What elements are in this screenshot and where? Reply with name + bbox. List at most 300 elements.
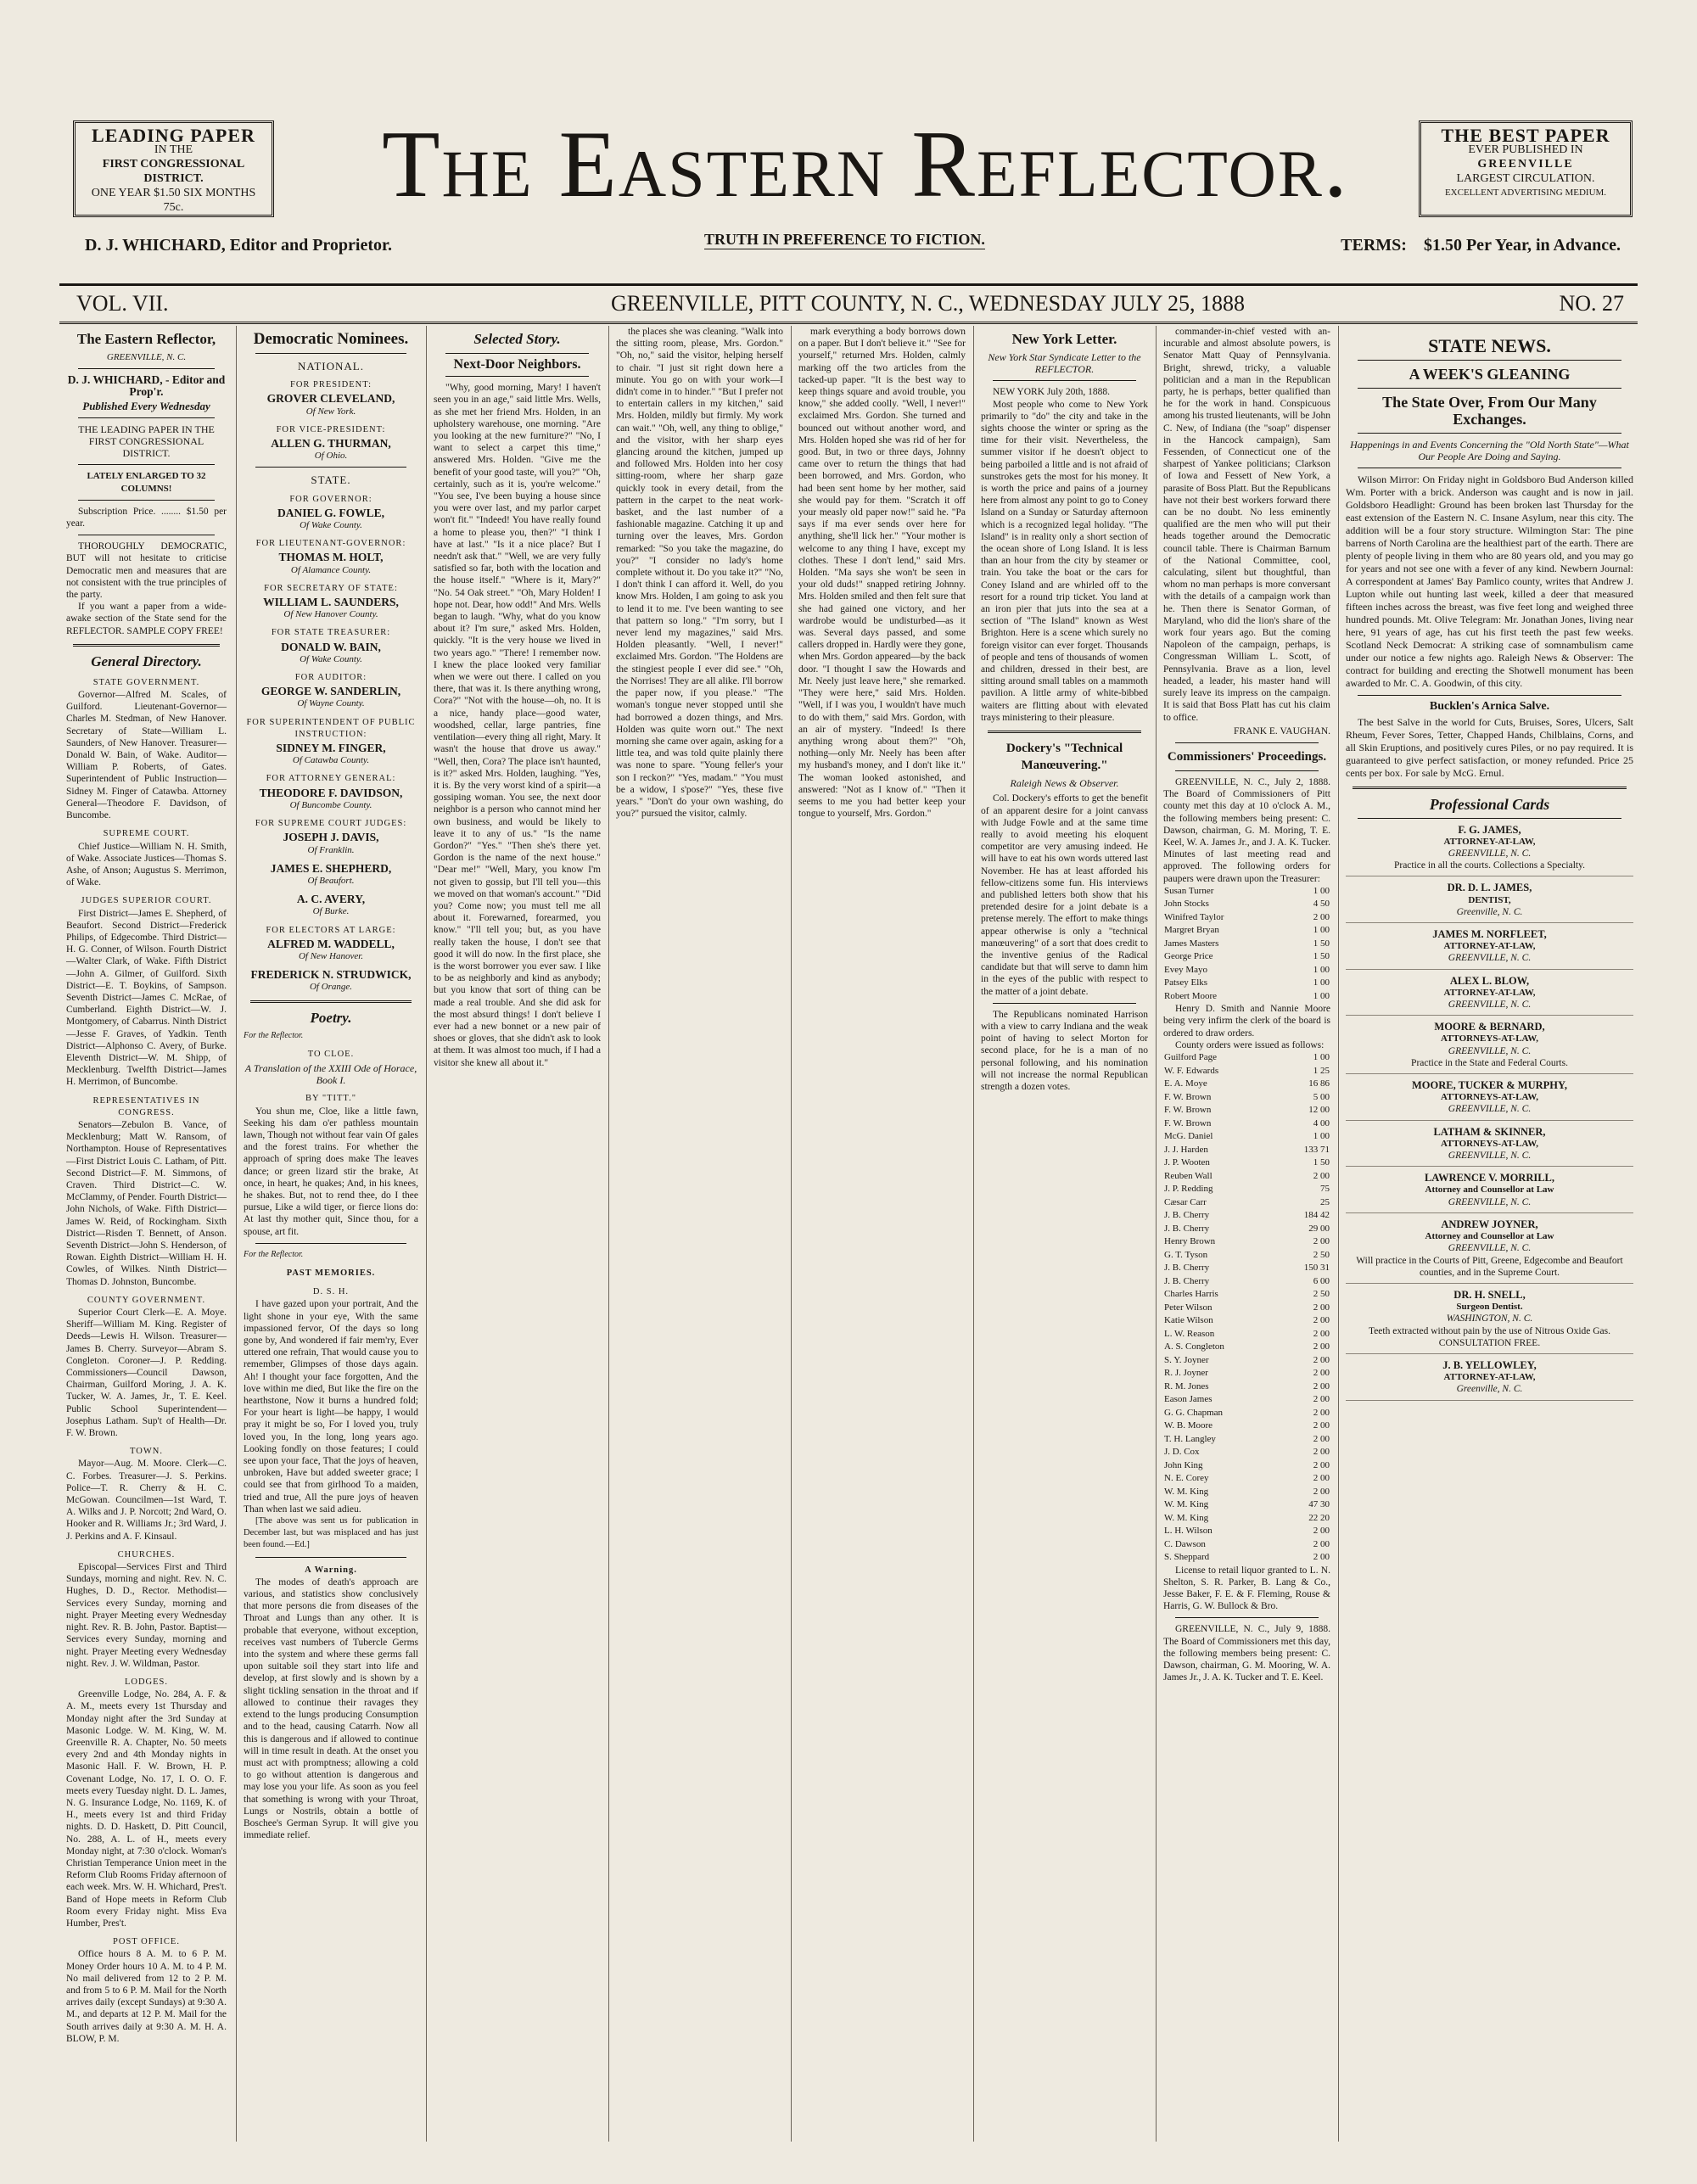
payee-amount: 2 00: [1313, 1328, 1330, 1339]
col1-superior: JUDGES SUPERIOR COURT.: [81, 896, 212, 906]
payee-name: J. B. Cherry: [1164, 1223, 1210, 1234]
masthead: [59, 109, 1638, 304]
table-row: [1163, 1486, 1330, 1499]
col1-post-text: Office hours 8 A. M. to 6 P. M. Money Order hours 10 A. M. to 4 P. M. No mail delivered from 12 to 2 P. M. and from 5 to 6 P. M. Mail for the North arrives daily (except Sundays) at 9:30 A. M., and departs at 12 P. M. Mail for the South arrives daily at 9:30 A. M. H. A. BLOW, P. M.: [66, 1949, 227, 2044]
payee-name: N. E. Corey: [1164, 1473, 1209, 1484]
dateline: GREENVILLE, PITT COUNTY, N. C., WEDNESDAY JULY 25, 1888: [611, 291, 1246, 316]
nominee-name: GROVER CLEVELAND,: [266, 392, 395, 406]
table-row: [1163, 1051, 1330, 1065]
payee-name: Cæsar Carr: [1164, 1196, 1207, 1207]
column-3: [426, 326, 608, 2142]
col4-story: the places she was cleaning. "Walk into the sitting room, please, Mrs. Gordon." "Oh, no," said the visitor, helping herself to chair. "I just sit right down here a minute. You go on with your work—I didn't come in to hinder." "But I prefer not to entertain callers in my kitchen," said Mrs. Holden, mildly but firmly. My work can wait." "Oh, well, any thing to oblige," and the visitor, with her sharp eyes glancing around the kitchen, jumped up and followed Mrs. Holden into her cosy sitting-room, where her sharp gaze quickly took in every detail, from the pattern in the carpet to the neat work-basket, and the last number of a fashionable magazine. Catching it up and turning over the leaves, Mrs. Gordon remarked: "So you take the magazine, do you?" "I consider no lady's home complete without it. Do you take it?" "No, I don't think I can afford it. Well, do you know Mrs. Holden, I am going to ask you to lend it to me. I've been wanting to see that pattern so long." "I'm sorry, but I never lend my magazines," said Mrs. Holden pleasantly. "Well, I never!" exclaimed Mrs. Gordon. "The Holdens are the stingiest people I ever did see." "Oh, the Norrises! They are all alike. I'll borrow the paper now, if you please." "The woman's tongue never stopped until she had borrowed a dozen things, and Mrs. Holden was quite worn out." The next morning she came over again, asking for a little tea, and was told quite plainly there was none to spare. "Young feller's your son I reckon?" "Yes, madam." "You must be a widow, I s'pose?" "Yes, these five years." "Don't do your own washing, do you?" pursued the visitor, calmly.: [616, 327, 783, 820]
col6-date: NEW YORK July 20th, 1888.: [993, 387, 1110, 398]
payee-name: J. J. Harden: [1164, 1144, 1208, 1155]
col1-county: COUNTY GOVERNMENT.: [87, 1295, 206, 1305]
table-row: [1163, 885, 1330, 899]
payee-amount: 5 00: [1313, 1091, 1330, 1102]
payee-amount: 133 71: [1303, 1144, 1330, 1155]
col2-poetry: Poetry.: [310, 1009, 352, 1026]
payee-amount: 29 00: [1308, 1223, 1330, 1234]
payee-amount: 47 30: [1308, 1499, 1330, 1510]
payee-name: E. A. Moye: [1164, 1078, 1207, 1089]
comm-head: Commissioners' Proceedings.: [1167, 749, 1327, 764]
col1-lodges: LODGES.: [124, 1677, 169, 1687]
card-name: F. G. JAMES,: [1458, 823, 1521, 836]
table-row: [1163, 1183, 1330, 1196]
card-place: GREENVILLE, N. C.: [1448, 1243, 1532, 1254]
card-place: WASHINGTON, N. C.: [1446, 1313, 1533, 1324]
comm-intro: GREENVILLE, N. C., July 2, 1888. The Board of Commissioners of Pitt county met this day at 10 o'clock A. M., the following members being present: C. Dawson, chairman, G. M. Moring, T. E. Keel, W. A. James Jr., and J. A. K. Tucker. Minutes of last meeting read and approved. The following orders for paupers were drawn upon the Treasurer:: [1163, 776, 1330, 884]
poem1-for: For the Reflector.: [244, 1030, 304, 1040]
professional-cards: [1346, 824, 1633, 1401]
arnica-head: Bucklen's Arnica Salve.: [1429, 700, 1550, 714]
volume: VOL. VII.: [76, 291, 169, 316]
table-row: [1163, 1091, 1330, 1105]
payee-name: Reuben Wall: [1164, 1170, 1213, 1181]
payee-name: J. B. Cherry: [1164, 1275, 1210, 1286]
table-row: [1163, 1407, 1330, 1420]
table-row: [1163, 911, 1330, 925]
col8-head: STATE NEWS.: [1428, 335, 1551, 356]
payee-amount: 2 00: [1313, 1552, 1330, 1563]
table-row: [1163, 1367, 1330, 1380]
professional-card: [1346, 882, 1633, 923]
professional-card: [1346, 1172, 1633, 1213]
payee-name: W. M. King: [1164, 1486, 1209, 1497]
poem1-by: BY "TITT.": [305, 1094, 356, 1104]
col1-post: POST OFFICE.: [113, 1937, 180, 1947]
card-place: GREENVILLE, N. C.: [1448, 1104, 1532, 1115]
column-4: [608, 326, 790, 2142]
table-row: [1163, 1249, 1330, 1263]
col1-churches: CHURCHES.: [117, 1549, 176, 1560]
professional-card: [1346, 1218, 1633, 1284]
card-place: GREENVILLE, N. C.: [1448, 1045, 1532, 1056]
ear-left: [73, 120, 274, 217]
table-row: [1163, 1065, 1330, 1078]
nominee-name: A. C. AVERY,: [296, 893, 366, 906]
payee-amount: 1 00: [1313, 1052, 1330, 1063]
table-row: [1163, 1472, 1330, 1486]
payee-name: Eason James: [1164, 1394, 1213, 1405]
nominee-name: ALFRED M. WADDELL,: [267, 937, 395, 950]
col1-churches-text: Episcopal—Services First and Third Sundays, morning and night. Rev. N. C. Hughes, D. D., Rector. Methodist—Services every Sunday, morning and night. Prayer Meeting every Wednesday night. Rev. R. B. John, Pastor. Baptist—Services every Sunday, morning and night. Prayer Meeting every Wednesday night. Rev. J. W. Wildman, Pastor.: [66, 1562, 227, 1669]
payee-amount: 2 00: [1313, 1236, 1330, 1247]
card-name: MOORE & BERNARD,: [1434, 1021, 1545, 1033]
ear-left-line1: LEADING PAPER: [92, 125, 255, 146]
nominee-name: FREDERICK N. STRUDWICK,: [250, 968, 412, 982]
payee-amount: 1 50: [1313, 1157, 1330, 1168]
orders-table: [1163, 1051, 1330, 1565]
nominee-name: THOMAS M. HOLT,: [278, 551, 384, 564]
table-row: [1163, 1262, 1330, 1275]
poem2-text: I have gazed upon your portrait, And the light shone in your eye, With the same impassioned fervor, Of the days so long gone by, And wondered if fair mem'ry, Ever uttered one refrain, That would cause you to remember, Glimpses of those days again. Ah! I thought your face forgotten, And the love within me died, But like the fire on the hearthstone, Now it burns a hundred fold; For your heart is light—be happy, I would pray it might be so, For I loved you, truly loved you, In the long, long years ago. Looking fondly on those features; I could see upon your face, That the joys of heaven, unbroken, Have but added sweeter grace; I could see that from girlhood To a maiden, tried and true, All the pure joys of heaven Than when last we said adieu.: [244, 1299, 418, 1515]
card-title: ATTORNEY-AT-LAW,: [1443, 1372, 1536, 1383]
table-row: [1163, 1104, 1330, 1117]
comm-july9: GREENVILLE, N. C., July 9, 1888. The Board of Commissioners met this day, the following members being present: C. Dawson, chairman, G. M. Mooring, W. A. James Jr., J. A. K. Tucker and T. E. Keel.: [1163, 1624, 1330, 1683]
nominee-office: FOR LIEUTENANT-GOVERNOR:: [255, 539, 406, 549]
ear-right-line5: EXCELLENT ADVERTISING MEDIUM.: [1444, 188, 1607, 198]
card-title: ATTORNEYS-AT-LAW,: [1440, 1092, 1539, 1103]
table-row: [1163, 1223, 1330, 1236]
col2-national: NATIONAL.: [298, 360, 364, 372]
payee-amount: 2 00: [1313, 1341, 1330, 1352]
payee-name: Margret Bryan: [1164, 925, 1219, 936]
col1-leading: THE LEADING PAPER IN THE FIRST CONGRESSIONAL DISTRICT.: [78, 423, 215, 460]
col2-head: Democratic Nominees.: [253, 330, 409, 348]
card-note: Will practice in the Courts of Pitt, Greene, Edgecombe and Beaufort counties, and in the Supreme Court.: [1356, 1255, 1623, 1278]
table-row: [1163, 1538, 1330, 1552]
payee-name: F. W. Brown: [1164, 1091, 1212, 1102]
column-7: [1156, 326, 1337, 2142]
payee-name: Patsey Elks: [1164, 977, 1208, 988]
payee-amount: 2 00: [1313, 1407, 1330, 1418]
column-8: [1338, 326, 1640, 2142]
card-name: DR. D. L. JAMES,: [1447, 882, 1532, 894]
professional-card: [1346, 824, 1633, 877]
nominee-county: Of Wake County.: [300, 520, 362, 531]
poem2-for: For the Reflector.: [244, 1249, 304, 1259]
payee-amount: 2 00: [1313, 1486, 1330, 1497]
payee-name: Evey Mayo: [1164, 964, 1208, 975]
ear-right-line2: EVER PUBLISHED IN: [1468, 143, 1583, 156]
card-place: GREENVILLE, N. C.: [1448, 1196, 1532, 1207]
col1-published: Published Every Wednesday: [82, 399, 210, 412]
payee-name: Charles Harris: [1164, 1289, 1218, 1300]
col1-supreme-text: Chief Justice—William N. H. Smith, of Wake. Associate Justices—Thomas S. Ashe, of Anson; Augustus S. Merrimon, of Wake.: [66, 841, 227, 888]
nominee-office: FOR PRESIDENT:: [289, 380, 372, 390]
poem1-title: TO CLOE.: [307, 1049, 355, 1059]
card-title: Attorney and Counsellor at Law: [1425, 1184, 1554, 1196]
nominee-office: FOR ELECTORS AT LARGE:: [266, 925, 396, 935]
card-name: LAWRENCE V. MORRILL,: [1424, 1172, 1555, 1184]
payee-amount: 184 42: [1303, 1210, 1330, 1221]
col7-text: commander-in-chief vested with an- incurable and almost absolute powers, is Senator Matt Quay of Pennsylvania. Bright, shrewd, tricky, a valuable politician and a man in the Republican party, he is perhaps, better qualified than he for the work in hand. Conspicuous among his trusted lieutenants, will be John C. New, of Indiana (the "soap" dispenser in the Hancock campaign), Sam Fessenden, of Connecticut one of the sharpest of Yankee politicians; Clarkson of Iowa and Fessett of New York, a parasite of Boss Platt. But the Republicans have not their best workers forward there can be no doubt. No less eminently qualified are the men who will put their heads together around the Democratic council table. There is Chairman Barnum of the National Committee, cool, calculating, silent but thoughtful, than whom no man perhaps is more conversant with the details of a campaign work than he. Then there is Senator Gorman, of Maryland, who did the lion's share of the work four years ago. But the coming Napoleon of the campaign, perhaps, is Congressman William L. Scott, of Pennsylvania. Brave as a lion, level headed, a leader, his master hand will surely leave its impress on the campaign. It is said that Boss Platt has cut his claim to office.: [1163, 327, 1330, 723]
professional-card: [1346, 975, 1633, 1016]
paupers-table: [1163, 885, 1330, 1004]
nominee-office: FOR SUPERINTENDENT OF PUBLIC INSTRUCTION:: [246, 717, 416, 739]
payee-amount: 1 00: [1313, 885, 1330, 896]
payee-name: R. M. Jones: [1164, 1380, 1209, 1392]
nameplate-title: The Eastern Reflector.: [382, 112, 1349, 217]
poem2-note: [The above was sent us for publication in December last, but was misplaced and has just been found.—Ed.]: [244, 1516, 418, 1550]
nominee-county: Of New Hanover.: [298, 950, 364, 961]
payee-amount: 2 00: [1313, 1354, 1330, 1365]
payee-name: F. W. Brown: [1164, 1117, 1212, 1128]
nominee-county: Of New Hanover County.: [283, 609, 378, 620]
nominee-name: DANIEL G. FOWLE,: [277, 506, 385, 519]
nominee-county: Of Beaufort.: [307, 875, 355, 886]
table-row: [1163, 1354, 1330, 1368]
card-note: Practice in the State and Federal Courts.: [1411, 1057, 1568, 1068]
payee-name: Katie Wilson: [1164, 1315, 1213, 1326]
table-row: [1163, 1380, 1330, 1394]
nominee-county: Of Orange.: [309, 982, 353, 993]
table-row: [1163, 977, 1330, 990]
nominee-county: Of Ohio.: [314, 451, 348, 462]
payee-amount: 2 00: [1313, 1170, 1330, 1181]
payee-name: F. W. Brown: [1164, 1105, 1212, 1116]
nominee-county: Of Catawba County.: [292, 755, 370, 766]
card-name: J. B. YELLOWLEY,: [1442, 1358, 1537, 1371]
payee-amount: 4 50: [1313, 899, 1330, 910]
table-row: [1163, 924, 1330, 938]
col1-supreme: SUPREME COURT.: [103, 829, 190, 839]
payee-name: Henry Brown: [1164, 1236, 1216, 1247]
table-row: [1163, 1525, 1330, 1538]
card-title: ATTORNEY-AT-LAW,: [1443, 836, 1536, 847]
payee-amount: 2 00: [1313, 1433, 1330, 1444]
payee-amount: 16 86: [1308, 1078, 1330, 1089]
card-title: Surgeon Dentist.: [1456, 1302, 1523, 1313]
table-row: [1163, 1551, 1330, 1565]
payee-name: W. M. King: [1164, 1499, 1209, 1510]
card-name: ANDREW JOYNER,: [1441, 1218, 1538, 1230]
dockery-text: Col. Dockery's efforts to get the benefit of an apparent desire for a joint canvass with Judge Fowle and at the same time really to avoid meeting his eloquent competitor are very amusing indeed. He will have to eat his own words uttered last November. He has at least afforded his fellow-citizens some fun. His interviews and published letters both show that his pretended desire for a joint debate is a pretense merely. The effort to make things appear otherwise is only a "technical manœuvering" of a sort that does credit to the inventive genius of the Radical candidate but that will serve to damn him in the eyes of the public with respect to the matter of a joint debate.: [981, 793, 1148, 997]
ear-right-line3: GREENVILLE: [1477, 158, 1574, 171]
col1-state-gov-text: Governor—Alfred M. Scales, of Guilford. Lieutenant-Governor—Charles M. Stedman, of New Hanover. Secretary of State—William L. Saunders, of New Hanover. Treasurer—Donald W. Bain, of Wake. Auditor—William P. Roberts, of Gates. Superintendent of Public Instruction—Sidney M. Finger of Catawba. Attorney General—Theodore F. Davidson, of Buncombe.: [66, 690, 227, 821]
nominee-name: JOSEPH J. DAVIS,: [283, 831, 379, 844]
nominee-name: JAMES E. SHEPHERD,: [270, 861, 392, 875]
payee-amount: 25: [1320, 1196, 1330, 1207]
col1-town: TOWN.: [130, 1447, 163, 1457]
col8-sub3: Happenings in and Events Concerning the "Old North State"—What Our People Are Doing and Saying.: [1350, 439, 1629, 463]
payee-name: John Stocks: [1164, 899, 1209, 910]
dockery-head: Dockery's "Technical Manœuvering.": [1005, 742, 1123, 773]
payee-name: T. H. Langley: [1164, 1433, 1216, 1444]
comm-mid: Henry D. Smith and Nannie Moore being very infirm the clerk of the board is ordered to draw orders.: [1163, 1004, 1330, 1039]
nominee-name: DONALD W. BAIN,: [281, 640, 381, 653]
table-row: [1163, 1117, 1330, 1131]
col1-superior-text: First District—James E. Shepherd, of Beaufort. Second District—Frederick Philips, of Edgecombe. Third District—H. G. Conner, of Wilson. Fourth District—Walter Clark, of Wake. Fifth District—John A. Gilmer, of Guilford. Sixth District—E. T. Boykins, of Sampson. Seventh District—James C. McRae, of Cumberland. Eighth District—W. J. Montgomery, of Cabarrus. Ninth District—Jesse F. Graves, of Yadkin. Tenth District—Alphonso C. Avery, of Burke. Eleventh District—W. M. Shipp, of Mecklenburg. Twelfth District—James H. Merrimon, of Buncombe.: [66, 908, 227, 1088]
ear-left-line4: ONE YEAR $1.50 SIX MONTHS 75c.: [91, 187, 256, 214]
ear-left-line3: FIRST CONGRESSIONAL DISTRICT.: [102, 158, 245, 185]
payee-amount: 2 00: [1313, 1394, 1330, 1405]
table-row: [1163, 1275, 1330, 1289]
col6-sub: New York Star Syndicate Letter to the REFLECTOR.: [988, 351, 1141, 376]
payee-name: John King: [1164, 1459, 1203, 1470]
column-2: [236, 326, 425, 2142]
table-row: [1163, 1512, 1330, 1526]
nominee-office: FOR SECRETARY OF STATE:: [264, 583, 398, 593]
card-name: LATHAM & SKINNER,: [1433, 1125, 1546, 1138]
col3-story: "Why, good morning, Mary! I haven't seen you in an age," said little Mrs. Wells, as she met her friend Mrs. Holden, in an upholstery warehouse, one morning. "Are you looking at the new furniture?" "No, I want to select a carpet this time," answered Mrs. Holden. "Give me the benefit of your good taste, will you?" "Oh, certainly, such as it is, you're welcome." "You see, I've been buying a house since you were over last, and my parlor carpet won't fit." "Indeed! You have really found a home to please you, then?" "I think I have at last." "Is it a nice place? But I needn't ask that." "Well, we are very fully satisfied so far, both with the location and the house itself." "Where is it, Mary?" "No. 54 Oak street." "Oh, Mary Holden! I hope not. Dear, how odd!" And Mrs. Wells began to laugh. "Why, what do you know about it? I'm sure," asked Mrs. Holden, quickly. "It is the very house we lived in two years ago." "There! I remember now. I knew the place looked very familiar when we were out there. I called on you there, that was it. Is there anything wrong, Cora?" "Not with the house—oh, no. It is a nice, handy place—good water, woodshed, cellar, large pantries, fine ventilation—every thing all right, Mary. It wasn't the house that drove us away." "Well, then, Cora? The place isn't haunted, is it?" asked Mrs. Holden, laughing. "Yes, it is. By the very worst kind of a spirit—a gossiping woman. You see, the next door neighbor is a person who cannot mind her own business, and would be likely to leave it to any of us." "Is the name Gordon?" "Yes." "Then she's there yet. Gordon is the name of the next house." "Dear me!" "Well, Mary, you know I'm not given to gossip, but I'll tell you—this we moved on that woman's account." "Did you? Come now; you must tell me all about it. Forewarned, forearmed, you know." "I'll tell you; but, as you have really taken the house, I don't see that good it will do now. In the first place, she is the worst borrower you ever saw. I like to be as neighborly and kind as anybody; but you know that sort of thing can be made a real trouble. And she did ask for the most absurd things! I don't believe I ever had a new bonnet or a new pair of shoes or gloves, that she didn't ask to look at them. It was almost too much, if I had a visitor she knew all about it.": [434, 383, 601, 1068]
nominee-name: WILLIAM L. SAUNDERS,: [263, 596, 399, 609]
table-row: [1163, 1420, 1330, 1433]
col8-text: Wilson Mirror: On Friday night in Goldsboro Bud Anderson killed Wm. Porter with a brick. Anderson was caught and is now in jail. Goldsboro Headlight: Ground has been broken last Thursday for the east extension of the Eastern N. C. Insane Asylum, near this city. The addition will be a four story structure. Wilmington Star: The pine barrens of North Carolina are the healthiest part of the earth. There are plenty of people living in them who are 80 years old, and you may go for years and not see one with a fever of any kind. Newbern Journal: A correspondent at James' Bay Pamlico county, writes that Andrew J. Lupton while out hunting last week, killed a deer that measured fifteen inches across the breast, was five feet long and weighed three hundred pounds. Mt. Olive Telegram: Mr. Jonathan Jones, living near here, 91 years of age, has cut his first teeth the past few weeks. Scotland Neck Democrat: A striking case of somnambulism came under our notice a few nights ago. Raleigh News & Observer: The contract for building and erecting the Shotwell monument has been awarded to Mr. C. A. Goodwin, of this city.: [1346, 473, 1633, 690]
nominee-name: GEORGE W. SANDERLIN,: [260, 685, 401, 698]
table-row: [1163, 1459, 1330, 1473]
column-6: [973, 326, 1155, 2142]
payee-name: McG. Daniel: [1164, 1131, 1213, 1142]
col1-head: The Eastern Reflector,: [76, 331, 216, 347]
professional-card: [1346, 928, 1633, 970]
col1-enlarged: LATELY ENLARGED TO 32 COLUMNS!: [87, 471, 206, 494]
col1-democratic: THOROUGHLY DEMOCRATIC, BUT will not hesitate to criticise Democratic men and measures that are not consistent with the true principles of the party.: [66, 541, 227, 601]
arnica-text: The best Salve in the world for Cuts, Bruises, Sores, Ulcers, Salt Rheum, Fever Sores, Tetter, Chapped Hands, Chilblains, Corns, and all Skin Eruptions, and positively cures Piles, or no pay required. It is guaranteed to give perfect satisfaction, or money refunded. Price 25 cents per box. For sale by McG. Ernul.: [1346, 715, 1633, 779]
payee-name: James Masters: [1164, 938, 1219, 949]
col1-congress: REPRESENTATIVES IN CONGRESS.: [92, 1095, 200, 1117]
professional-card: [1346, 1021, 1633, 1074]
payee-amount: 22 20: [1308, 1512, 1330, 1523]
col1-state-gov: STATE GOVERNMENT.: [92, 677, 200, 687]
card-name: DR. H. SNELL,: [1453, 1288, 1526, 1301]
card-note: Teeth extracted without pain by the use of Nitrous Oxide Gas. CONSULTATION FREE.: [1368, 1325, 1611, 1348]
payee-name: W. M. King: [1164, 1512, 1209, 1523]
payee-name: R. J. Joyner: [1164, 1368, 1208, 1379]
payee-amount: 1 25: [1313, 1065, 1330, 1076]
state-nominees: [244, 494, 418, 994]
payee-amount: 1 00: [1313, 964, 1330, 975]
payee-amount: 2 00: [1313, 1368, 1330, 1379]
card-place: GREENVILLE, N. C.: [1448, 953, 1532, 964]
payee-name: Guilford Page: [1164, 1052, 1218, 1063]
card-title: ATTORNEY-AT-LAW,: [1443, 941, 1536, 952]
col1-subscription: Subscription Price. ........ $1.50 per year.: [66, 506, 227, 529]
table-row: [1163, 1209, 1330, 1223]
nominee-county: Of Wake County.: [300, 653, 362, 664]
payee-amount: 6 00: [1313, 1275, 1330, 1286]
card-title: ATTORNEY-AT-LAW,: [1443, 987, 1536, 998]
poem2-title: PAST MEMORIES.: [286, 1268, 376, 1278]
table-row: [1163, 1302, 1330, 1315]
warning-head: A Warning.: [305, 1565, 357, 1575]
nominee-office: FOR AUDITOR:: [294, 673, 367, 683]
payee-amount: 1 00: [1313, 977, 1330, 988]
payee-amount: 2 00: [1313, 1380, 1330, 1392]
ear-right-line1: THE BEST PAPER: [1441, 125, 1610, 146]
column-5: [791, 326, 972, 2142]
poem1-sub: A Translation of the XXIII Ode of Horace, Book I.: [244, 1061, 417, 1087]
table-row: [1163, 1156, 1330, 1170]
payee-amount: 1 00: [1313, 925, 1330, 936]
comm-license: License to retail liquor granted to L. N. Shelton, S. R. Parker, B. Lang & Co., Jesse Baker, F. E. & F. Fleming, Rouse & Harris, G. W. Bullock & Bro.: [1163, 1565, 1330, 1612]
col1-directory-head: General Directory.: [91, 652, 202, 669]
warning-text: The modes of death's approach are various, and statistics show conclusively that more persons die from diseases of the Throat and Lungs than any other. It is probable that everyone, without exception, receives vast numbers of Tubercle Germs into the system and where these germs fall upon suitable soil they start into life and develop, at first slowly and is shown by a slight tickling sensation in the throat and if allowed to continue their ravages they extend to the lungs producing Consumption and to the head, causing Catarrh. Now all this is dangerous and if allowed to continue will in time result in death. At the onset you must act with promptness; allowing a cold to go without attention is dangerous and may lose you your life. As soon as you feel that something is wrong with your Throat, Lungs or Nostrils, obtain a bottle of Boschee's German Syrup. It will give you immediate relief.: [244, 1576, 418, 1841]
payee-name: C. Dawson: [1164, 1538, 1206, 1549]
table-row: [1163, 1498, 1330, 1512]
col7-signed: FRANK E. VAUGHAN.: [1234, 725, 1330, 736]
card-name: JAMES M. NORFLEET,: [1432, 928, 1547, 941]
nominee-office: FOR ATTORNEY GENERAL:: [266, 774, 396, 784]
payee-name: J. D. Cox: [1164, 1447, 1200, 1458]
col1-town-text: Mayor—Aug. M. Moore. Clerk—C. C. Forbes. Treasurer—J. S. Perkins. Police—T. R. Cherry & H. C. McGowan. Councilmen—1st Ward, T. A. Wilks and J. P. Norcott; 2nd Ward, O. Hooker and R. Williams Jr.; 3rd Ward, J. J. Perkins and A. F. Kinsaul.: [66, 1459, 227, 1542]
payee-amount: 2 00: [1313, 1315, 1330, 1326]
payee-amount: 2 00: [1313, 1420, 1330, 1431]
card-title: ATTORNEYS-AT-LAW,: [1440, 1033, 1539, 1044]
payee-amount: 150 31: [1303, 1263, 1330, 1274]
nominee-name: SIDNEY M. FINGER,: [276, 742, 386, 755]
professional-card: [1346, 1289, 1633, 1354]
payee-amount: 2 00: [1313, 1302, 1330, 1313]
table-row: [1163, 1144, 1330, 1157]
payee-name: G. T. Tyson: [1164, 1249, 1208, 1260]
payee-amount: 2 00: [1313, 1538, 1330, 1549]
payee-amount: 12 00: [1308, 1105, 1330, 1116]
payee-amount: 1 50: [1313, 951, 1330, 962]
columns: [59, 326, 1646, 2150]
card-name: MOORE, TUCKER & MURPHY,: [1412, 1079, 1567, 1092]
table-row: [1163, 1130, 1330, 1144]
col6-text: Most people who come to New York primarily to "do" the city and take in the sights choose the winter or spring as the time for their visit. Nevertheless, the summer visitor if he doesn't object to being parboiled a little and is not afraid of sunstrokes gets the most for his money. It is worth the price and pains of a journey here from almost any point to go to Coney Island on a Sunday or Saturday afternoon which is a recognized legal holiday. "The Island" is in reality only a short section of the ocean shore of Long Island. It is less than an hour from the city by steamer or train. You take the boat or the cars for Coney Island and are whirled off to the resort for a round trip ticket. You land at an iron pier that juts into the sea at a section of "The Island" known as West Brighton. Here is a scene which surely no foreign visitor can ever forget. Thousands of people and tens of thousands of women and children, dressed in their best, are sitting around small tables on a mammoth pavilion. A little army of white-bibbed waiters are flitting about with elevated trays ministering to their pleasure.: [981, 399, 1148, 723]
payee-name: W. B. Moore: [1164, 1420, 1213, 1431]
nominee-county: Of New York.: [305, 406, 356, 417]
col3-head: Selected Story.: [473, 331, 561, 347]
payee-amount: 1 00: [1313, 990, 1330, 1001]
nominee-office: FOR STATE TREASURER:: [271, 628, 391, 638]
cards-head: Professional Cards: [1429, 795, 1550, 813]
nominee-name: THEODORE F. DAVIDSON,: [259, 786, 403, 799]
nominee-county: Of Franklin.: [307, 844, 355, 855]
payee-name: L. H. Wilson: [1164, 1526, 1213, 1537]
payee-name: G. G. Chapman: [1164, 1407, 1224, 1418]
card-name: ALEX L. BLOW,: [1449, 974, 1530, 987]
card-note: Practice in all the courts. Collections a Specialty.: [1393, 860, 1586, 871]
col6-head: New York Letter.: [1011, 331, 1117, 347]
table-row: [1163, 1341, 1330, 1354]
payee-name: J. P. Redding: [1164, 1184, 1213, 1195]
col2-state: STATE.: [311, 473, 351, 487]
card-place: Greenville, N. C.: [1456, 1384, 1523, 1395]
payee-name: A. S. Congleton: [1164, 1341, 1224, 1352]
payee-amount: 2 00: [1313, 911, 1330, 922]
card-place: GREENVILLE, N. C.: [1448, 1151, 1532, 1162]
payee-amount: 1 50: [1313, 938, 1330, 949]
editor-line: D. J. WHICHARD, Editor and Proprietor.: [85, 236, 393, 255]
national-nominees: [244, 379, 418, 462]
payee-name: S. Sheppard: [1164, 1552, 1210, 1563]
payee-amount: 4 00: [1313, 1117, 1330, 1128]
col1-cross-mark: If you want a paper from a wide-awake section of the State send for the REFLECTOR. SAMPLE COPY FREE!: [66, 602, 227, 636]
table-row: [1163, 1235, 1330, 1249]
nominee-name: ALLEN G. THURMAN,: [271, 437, 391, 451]
table-row: [1163, 898, 1330, 911]
nominee-county: Of Wayne County.: [297, 698, 365, 709]
payee-name: S. Y. Joyner: [1164, 1354, 1209, 1365]
dockery-src: Raleigh News & Observer.: [1010, 777, 1119, 790]
payee-name: Robert Moore: [1164, 990, 1218, 1001]
table-row: [1163, 1433, 1330, 1447]
payee-amount: 75: [1320, 1184, 1330, 1195]
card-place: Greenville, N. C.: [1456, 906, 1523, 917]
col1-publisher: D. J. WHICHARD, - Editor and Prop'r.: [67, 373, 226, 399]
card-place: GREENVILLE, N. C.: [1448, 1000, 1532, 1011]
table-row: [1163, 1078, 1330, 1091]
card-place: GREENVILLE, N. C.: [1448, 848, 1532, 860]
payee-amount: 2 00: [1313, 1473, 1330, 1484]
payee-name: Peter Wilson: [1164, 1302, 1213, 1313]
col8-sub2: The State Over, From Our Many Exchanges.: [1382, 394, 1597, 428]
payee-name: J. B. Cherry: [1164, 1210, 1210, 1221]
table-row: [1163, 938, 1330, 951]
terms-label: TERMS:: [1341, 236, 1407, 255]
ear-right-line4: LARGEST CIRCULATION.: [1456, 172, 1595, 185]
column-1: [59, 326, 233, 2142]
table-row: [1163, 1288, 1330, 1302]
table-row: [1163, 950, 1330, 964]
nominee-office: FOR GOVERNOR:: [289, 494, 372, 504]
ear-left-line2: IN THE: [154, 143, 193, 156]
table-row: [1163, 1314, 1330, 1328]
payee-amount: 2 50: [1313, 1249, 1330, 1260]
payee-name: W. F. Edwards: [1164, 1065, 1219, 1076]
nominee-office: FOR SUPREME COURT JUDGES:: [255, 819, 407, 829]
payee-name: Susan Turner: [1164, 885, 1214, 896]
nominee-county: Of Alamance County.: [290, 564, 372, 575]
table-row: [1163, 990, 1330, 1004]
professional-card: [1346, 1126, 1633, 1168]
nominee-county: Of Burke.: [312, 906, 350, 917]
